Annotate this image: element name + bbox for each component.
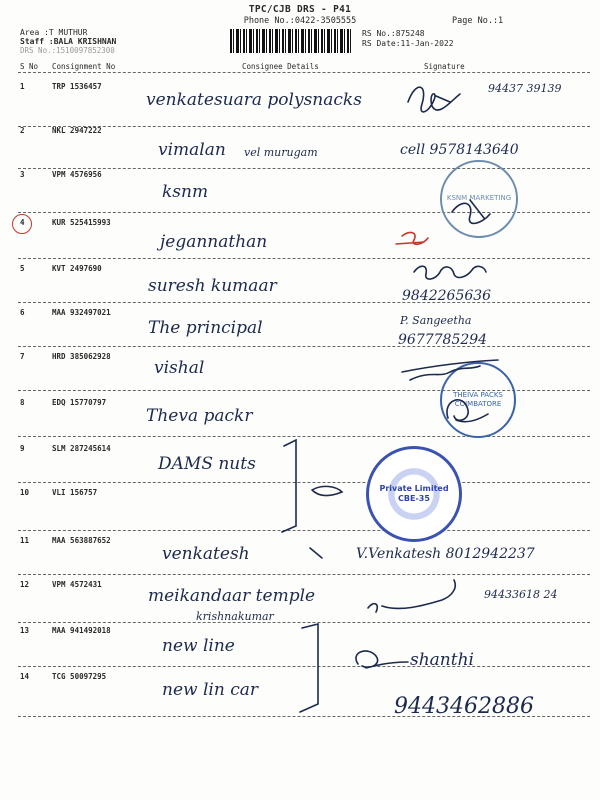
- signature-scribble-11: [310, 548, 322, 558]
- row-sno: 5: [20, 264, 25, 273]
- row-signature-text: 9443462886: [394, 694, 534, 719]
- row-consignee: new line: [162, 636, 235, 656]
- knnm-stamp-text: KSNM MARKETING: [446, 194, 512, 203]
- row-sno: 8: [20, 398, 25, 407]
- row-sno: 11: [20, 536, 30, 545]
- row-consignment-no: VPM 4576956: [52, 170, 102, 179]
- phone-number: Phone No.:0422-3505555: [243, 16, 357, 26]
- row-sno: 7: [20, 352, 25, 361]
- signature-scribble-8: [447, 400, 488, 422]
- signature-scribble-7: [402, 360, 498, 380]
- bracket-mark-9-10: [282, 440, 296, 532]
- row-consignee-extra: krishnakumar: [196, 610, 274, 623]
- row-consignee: venkatesh: [162, 544, 250, 564]
- row-sno: 2: [20, 126, 25, 135]
- row-sno: 1: [20, 82, 25, 91]
- row-signature-text: V.Venkatesh 8012942237: [356, 546, 535, 562]
- theiva-stamp-text: THEIVA PACKS COIMBATORE: [453, 390, 503, 408]
- row-consignment-no: VLI 156757: [52, 488, 98, 497]
- row-signature-text: P. Sangeetha: [400, 314, 472, 327]
- row-consignment-no: MAA 941492018: [52, 626, 111, 635]
- row-consignment-no: MAA 563887652: [52, 536, 111, 545]
- row-consignee: suresh kumaar: [148, 276, 277, 296]
- signature-scribble-3: [452, 200, 490, 223]
- row-consignment-no: MAA 932497021: [52, 308, 111, 317]
- row-sno: 13: [20, 626, 30, 635]
- row-sno: 3: [20, 170, 25, 179]
- row-consignment-no: NKL 2947222: [52, 126, 102, 135]
- row-signature-text: cell 9578143640: [400, 142, 519, 158]
- col-header-consignee: Consignee Details: [242, 62, 319, 71]
- row-sno: 12: [20, 580, 30, 589]
- row-consignment-no: VPM 4572431: [52, 580, 102, 589]
- signature-scribble-10: [312, 486, 342, 495]
- signature-scribble-5: [414, 266, 486, 279]
- page-number: Page No.:1: [452, 16, 504, 26]
- row-signature-text: 94433618 24: [484, 588, 558, 601]
- row-consignee: Theva packr: [146, 406, 253, 426]
- row-consignee: vishal: [154, 358, 205, 378]
- area-label: Area :T MUTHUR: [20, 28, 88, 37]
- row-consignment-no: KUR 525415993: [52, 218, 111, 227]
- row-consignment-no: HRD 385062928: [52, 352, 111, 361]
- row-consignee: The principal: [148, 318, 263, 338]
- drs-number: DRS No.:1510097852300: [20, 46, 115, 55]
- row-consignment-no: TRP 1536457: [52, 82, 102, 91]
- signature-scribble-13: [356, 651, 408, 668]
- col-header-consignment: Consignment No: [52, 62, 116, 71]
- row-sno: 9: [20, 444, 25, 453]
- row-sno: 6: [20, 308, 25, 317]
- row-consignee: jegannathan: [160, 232, 268, 252]
- row-consignee: venkatesuara polysnacks: [146, 90, 362, 110]
- signature-scribble-1: [408, 87, 460, 112]
- bracket-mark-13-14: [300, 624, 318, 712]
- row-consignment-no: TCG 50097295: [52, 672, 107, 681]
- rs-date: RS Date:11-Jan-2022: [362, 39, 454, 48]
- row-consignee: ksnm: [162, 182, 209, 202]
- col-header-signature: Signature: [424, 62, 465, 71]
- staff-label: Staff :BALA KRISHNAN: [20, 37, 117, 46]
- signature-scribble-12: [368, 580, 455, 612]
- row-consignment-no: KVT 2497690: [52, 264, 102, 273]
- col-header-sno: S No: [20, 62, 39, 71]
- row-sno: 4: [20, 218, 25, 227]
- cbe-stamp-text: Private Limited CBE-35: [379, 483, 449, 503]
- row-consignee-extra: vel murugam: [244, 146, 318, 159]
- row-consignee: meikandaar temple: [148, 586, 316, 606]
- row-consignment-no: EDQ 15770797: [52, 398, 107, 407]
- row-sno: 10: [20, 488, 30, 497]
- row-consignee: new lin car: [162, 680, 258, 700]
- row-signature-text: 9842265636: [402, 288, 492, 304]
- signature-scribble-4: [396, 233, 428, 245]
- row-signature-phone: 9677785294: [398, 332, 488, 348]
- row-consignee: DAMS nuts: [158, 454, 256, 474]
- row-consignment-no: SLM 287245614: [52, 444, 111, 453]
- sheet-title: TPC/CJB DRS - P41: [248, 4, 352, 15]
- row-sno: 14: [20, 672, 30, 681]
- row-consignee: vimalan: [158, 140, 226, 160]
- rs-number: RS No.:875248: [362, 29, 425, 38]
- row-signature-text: shanthi: [410, 650, 474, 670]
- row-signature-text: 94437 39139: [488, 82, 562, 95]
